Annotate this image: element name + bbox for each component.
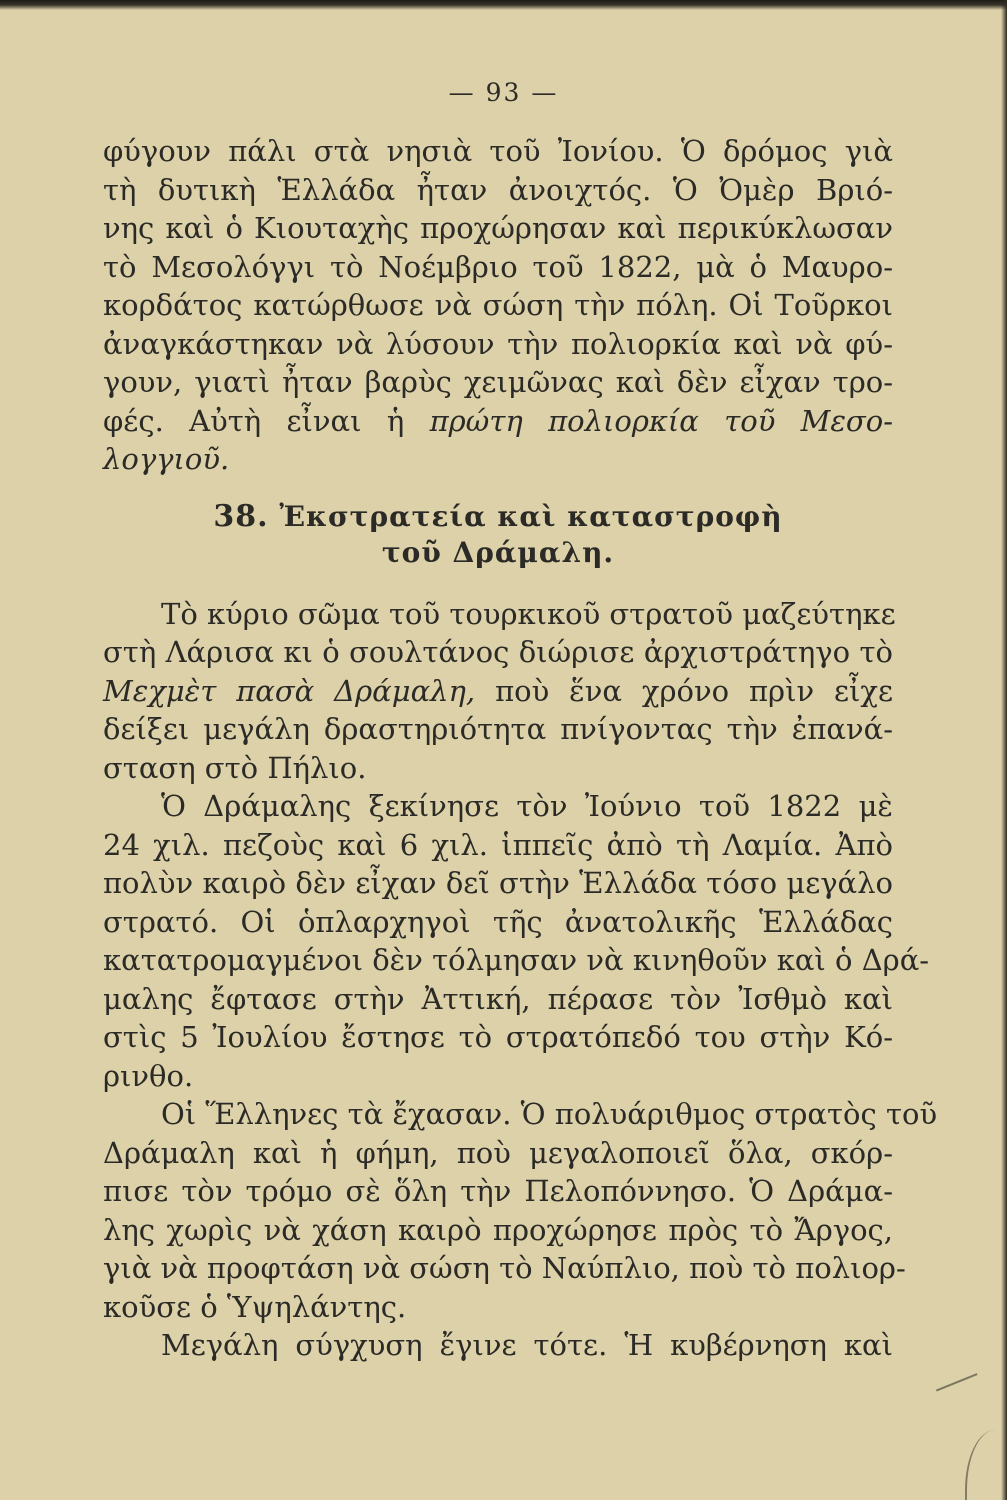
section-heading xyxy=(103,499,893,571)
text-line: δείξει μεγάλη δραστηριότητα πνίγοντας τὴν ἐπανά- xyxy=(103,712,893,746)
text-line: γιὰ νὰ προφτάση νὰ σώση τὸ Ναύπλιο, ποὺ τὸ πολιορ- xyxy=(103,1251,906,1285)
text-line: κοῦσε ὁ Ὑψηλάντης. xyxy=(103,1289,407,1324)
text-line: Μεγάλη σύγχυση ἔγινε τότε. Ἡ κυβέρνηση καὶ xyxy=(161,1328,893,1362)
text-line: γουν, γιατὶ ἦταν βαρὺς χειμῶνας καὶ δὲν εἶχαν τρο- xyxy=(103,365,893,399)
text-line: στὴ Λάρισα κι ὁ σουλτάνος διώρισε ἀρχιστράτηγο τὸ xyxy=(103,635,893,669)
text-line: Δράμαλη καὶ ἡ φήμη, ποὺ μεγαλοποιεῖ ὅλα, σκόρ- xyxy=(103,1135,893,1170)
text-line: Ὁ Δράμαλης ξεκίνησε τὸν Ἰούνιο τοῦ 1822 μὲ xyxy=(161,789,893,823)
text-line: τὴ δυτικὴ Ἑλλάδα ἦταν ἀνοιχτός. Ὁ Ὀμὲρ Βριό- xyxy=(103,172,893,207)
paragraph-3 xyxy=(103,787,930,1095)
text-line: σταση στὸ Πήλιο. xyxy=(103,750,367,785)
text-run: ποὺ ἕνα χρόνο πρὶν εἶχε xyxy=(475,673,894,708)
text-run: φές. Αὐτὴ εἶναι ἡ xyxy=(103,403,430,438)
text-line: φύγουν πάλι στὰ νησιὰ τοῦ Ἰονίου. Ὁ δρόμος γιὰ xyxy=(103,134,893,168)
text-line: στρατό. Οἱ ὁπλαρχηγοὶ τῆς ἀνατολικῆς Ἑλλάδας xyxy=(103,904,893,939)
section-heading-line-1 xyxy=(103,499,893,535)
section-heading-line-2: τοῦ Δράμαλη. xyxy=(381,535,615,569)
text-line: στὶς 5 Ἰουλίου ἔστησε τὸ στρατόπεδό του στὴν Κό- xyxy=(103,1020,893,1054)
page-corner-curl xyxy=(965,1430,1007,1500)
text-line: ρινθο. xyxy=(103,1058,194,1093)
text-line: τὸ Μεσολόγγι τὸ Νοέμβριο τοῦ 1822, μὰ ὁ Μαυρο- xyxy=(103,249,893,284)
paragraph-5 xyxy=(103,1326,893,1365)
text-line: κατατρομαγμένοι δὲν τόλμησαν νὰ κινηθοῦν καὶ ὁ Δρά- xyxy=(103,943,930,977)
emphasized-text: λογγιοῦ. xyxy=(103,442,230,476)
text-line: πισε τὸν τρόμο σὲ ὅλη τὴν Πελοπόννησο. Ὁ Δράμα- xyxy=(103,1174,893,1208)
paragraph-2 xyxy=(103,595,896,788)
section-title: Ἐκστρατεία καὶ καταστροφὴ xyxy=(279,499,783,533)
text-line: Τὸ κύριο σῶμα τοῦ τουρκικοῦ στρατοῦ μαζεύτηκε xyxy=(161,596,896,631)
text-line: νης καὶ ὁ Κιουταχὴς προχώρησαν καὶ περικύκλωσαν xyxy=(103,211,893,245)
emphasized-text: Μεχμὲτ πασὰ Δράμαλη, xyxy=(103,673,476,708)
page-top-shadow xyxy=(0,0,1007,10)
paragraph-1 xyxy=(103,132,893,479)
text-line: μαλης ἔφτασε στὴν Ἀττική, πέρασε τὸν Ἰσθμὸ καὶ xyxy=(103,981,893,1016)
text-line: 24 χιλ. πεζοὺς καὶ 6 χιλ. ἱππεῖς ἀπὸ τὴ Λαμία. Ἀπὸ xyxy=(103,827,893,862)
text-line: ἀναγκάστηκαν νὰ λύσουν τὴν πολιορκία καὶ νὰ φύ- xyxy=(103,326,893,361)
text-line: κορδάτος κατώρθωσε νὰ σώση τὴν πόλη. Οἱ Τοῦρκοι xyxy=(103,288,893,322)
text-line: Οἱ Ἕλληνες τὰ ἔχασαν. Ὁ πολυάριθμος στρατὸς τοῦ xyxy=(161,1097,938,1131)
text-line: πολὺν καιρὸ δὲν εἶχαν δεῖ στὴν Ἑλλάδα τόσο μεγάλο xyxy=(103,866,893,900)
text-line xyxy=(103,440,893,479)
pencil-mark xyxy=(928,1355,977,1392)
page-right-shadow xyxy=(1001,0,1007,1500)
page-number: — 93 — xyxy=(448,78,559,107)
paragraph-4 xyxy=(103,1095,938,1326)
body-text xyxy=(103,132,938,1365)
section-number: 38. xyxy=(213,498,269,534)
emphasized-text: πρώτη πολιορκία τοῦ Μεσο- xyxy=(429,403,893,438)
text-line xyxy=(103,672,893,711)
text-line: λης χωρὶς νὰ χάση καιρὸ προχώρησε πρὸς τὸ Ἄργος, xyxy=(103,1212,893,1247)
text-line xyxy=(103,402,893,441)
